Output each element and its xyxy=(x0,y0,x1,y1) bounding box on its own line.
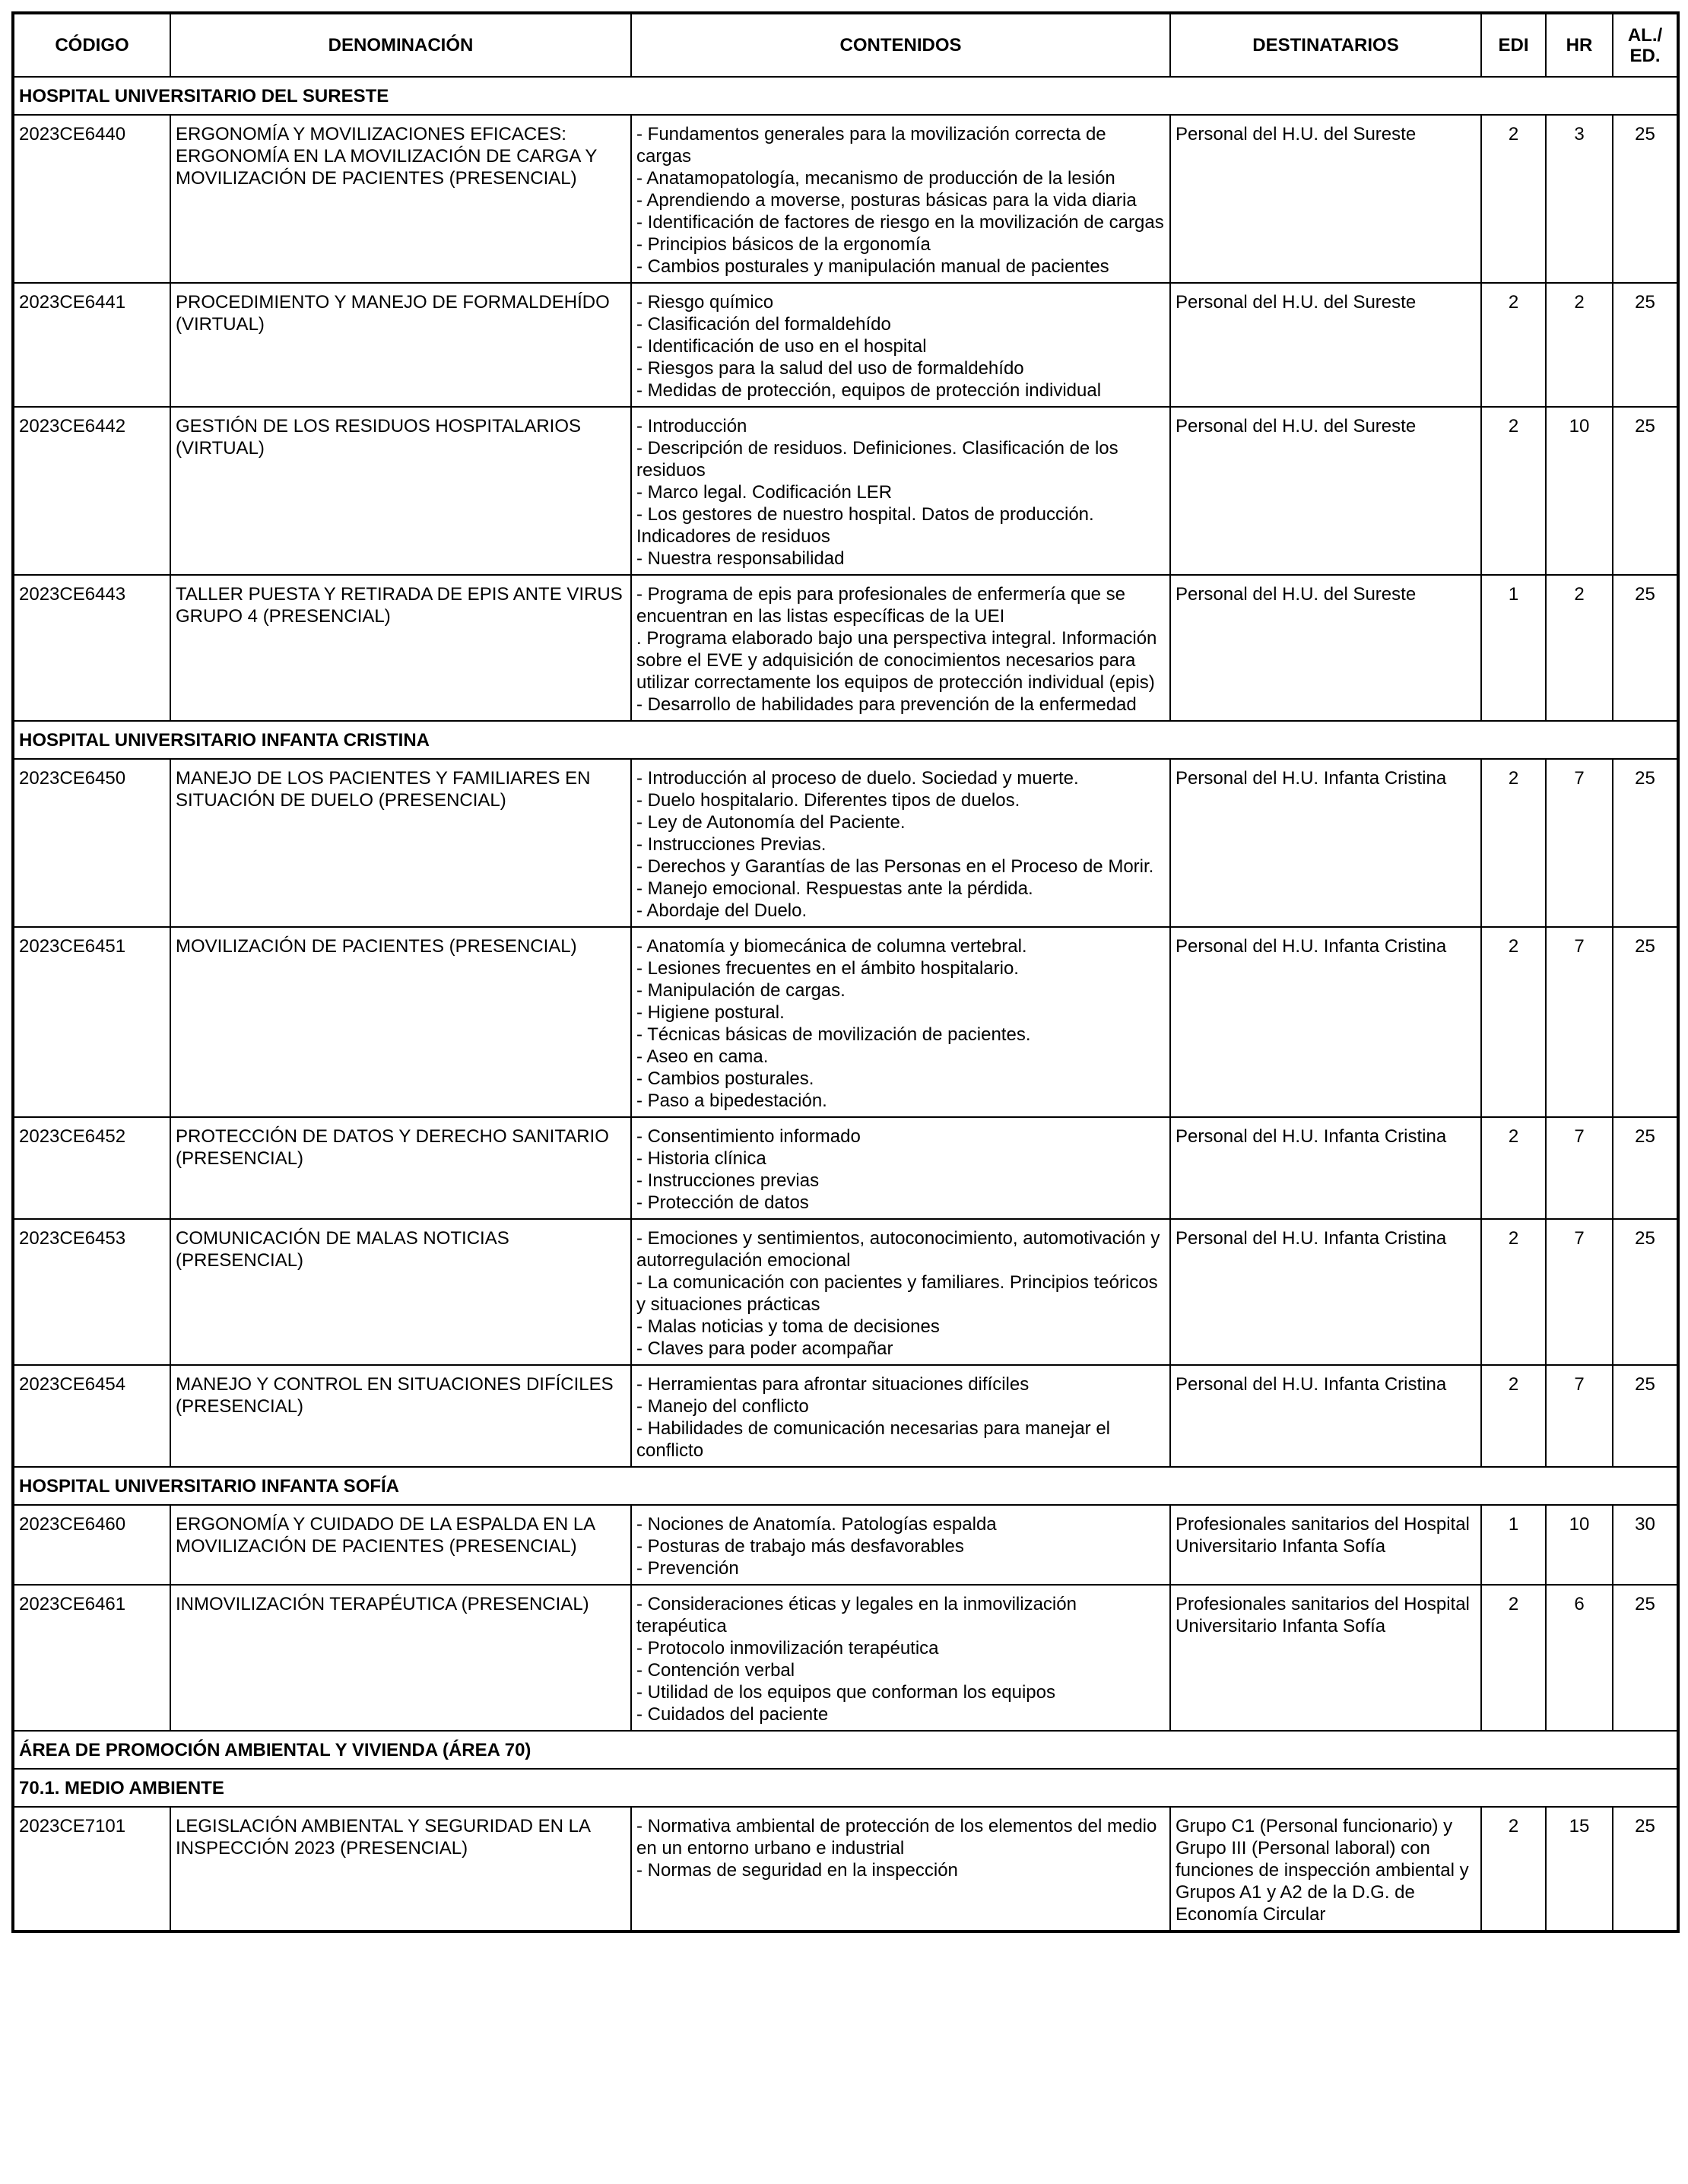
content-line: - Cuidados del paciente xyxy=(636,1704,829,1725)
cell-hr: 7 xyxy=(1546,759,1613,927)
cell-destinatarios: Personal del H.U. del Sureste xyxy=(1170,115,1481,283)
header-contenidos: CONTENIDOS xyxy=(631,13,1170,77)
header-al-ed xyxy=(1613,13,1678,77)
cell-al-ed: 25 xyxy=(1613,407,1678,575)
content-line: - Instrucciones previas xyxy=(636,1170,820,1191)
cell-contenidos xyxy=(631,1365,1170,1467)
cell-edi: 2 xyxy=(1481,1117,1546,1219)
header-al-ed-line2: ED. xyxy=(1629,45,1661,66)
cell-contenidos xyxy=(631,575,1170,721)
content-line: - Ley de Autonomía del Paciente. xyxy=(636,812,906,833)
table-row xyxy=(13,1117,1678,1219)
cell-contenidos xyxy=(631,1117,1170,1219)
cell-edi: 2 xyxy=(1481,927,1546,1117)
section-row xyxy=(13,721,1678,759)
cell-denominacion: MANEJO DE LOS PACIENTES Y FAMILIARES EN SITUACIÓN DE DUELO (PRESENCIAL) xyxy=(170,759,631,927)
content-line: - Duelo hospitalario. Diferentes tipos de duelos. xyxy=(636,790,1020,811)
content-line: - Herramientas para afrontar situaciones difíciles xyxy=(636,1374,1030,1395)
cell-codigo: 2023CE6451 xyxy=(13,927,170,1117)
cell-denominacion: PROTECCIÓN DE DATOS Y DERECHO SANITARIO (PRESENCIAL) xyxy=(170,1117,631,1219)
cell-edi: 2 xyxy=(1481,115,1546,283)
content-line: - Programa de epis para profesionales de enfermería que se encuentran en las listas específicas de la UEI xyxy=(636,584,1131,627)
cell-destinatarios: Personal del H.U. Infanta Cristina xyxy=(1170,1219,1481,1365)
table-row xyxy=(13,759,1678,927)
cell-edi: 2 xyxy=(1481,283,1546,407)
content-line: . Programa elaborado bajo una perspectiva integral. Información sobre el EVE y adquisición de conocimientos necesarios para utilizar correctamente los equipos de protección individual (epis) xyxy=(636,628,1163,693)
content-line: - Instrucciones Previas. xyxy=(636,834,827,855)
header-edi: EDI xyxy=(1481,13,1546,77)
cell-denominacion: ERGONOMÍA Y MOVILIZACIONES EFICACES: ERGONOMÍA EN LA MOVILIZACIÓN DE CARGA Y MOVILIZACIÓN DE PACIENTES (PRESENCIAL) xyxy=(170,115,631,283)
section-title-area-70: ÁREA DE PROMOCIÓN AMBIENTAL Y VIVIENDA (ÁREA 70) xyxy=(13,1731,1678,1769)
cell-edi: 2 xyxy=(1481,759,1546,927)
cell-contenidos xyxy=(631,115,1170,283)
cell-denominacion: COMUNICACIÓN DE MALAS NOTICIAS (PRESENCIAL) xyxy=(170,1219,631,1365)
table-row xyxy=(13,1807,1678,1932)
content-line: - Abordaje del Duelo. xyxy=(636,900,808,921)
content-line: - Consentimiento informado xyxy=(636,1126,861,1147)
cell-contenidos xyxy=(631,1807,1170,1932)
content-line: - Posturas de trabajo más desfavorables xyxy=(636,1536,964,1557)
table-row xyxy=(13,1585,1678,1731)
content-line: - Clasificación del formaldehído xyxy=(636,314,891,335)
cell-al-ed: 25 xyxy=(1613,927,1678,1117)
content-line: - Anatomía y biomecánica de columna vertebral. xyxy=(636,936,1027,957)
content-line: - Nuestra responsabilidad xyxy=(636,548,845,569)
table-header xyxy=(13,13,1678,77)
content-line: - Descripción de residuos. Definiciones. Clasificación de los residuos xyxy=(636,438,1124,481)
content-line: - Riesgos para la salud del uso de formaldehído xyxy=(636,358,1024,379)
cell-al-ed: 25 xyxy=(1613,1219,1678,1365)
cell-al-ed: 25 xyxy=(1613,1117,1678,1219)
cell-codigo: 2023CE6442 xyxy=(13,407,170,575)
cell-hr: 7 xyxy=(1546,1365,1613,1467)
table-row xyxy=(13,407,1678,575)
content-line: - Derechos y Garantías de las Personas en el Proceso de Morir. xyxy=(636,856,1154,877)
cell-codigo: 2023CE6443 xyxy=(13,575,170,721)
cell-denominacion: MOVILIZACIÓN DE PACIENTES (PRESENCIAL) xyxy=(170,927,631,1117)
cell-contenidos xyxy=(631,927,1170,1117)
cell-hr: 10 xyxy=(1546,1505,1613,1585)
table-row xyxy=(13,283,1678,407)
cell-denominacion: TALLER PUESTA Y RETIRADA DE EPIS ANTE VIRUS GRUPO 4 (PRESENCIAL) xyxy=(170,575,631,721)
content-line: - Medidas de protección, equipos de protección individual xyxy=(636,380,1102,401)
cell-codigo: 2023CE6440 xyxy=(13,115,170,283)
cell-codigo: 2023CE6453 xyxy=(13,1219,170,1365)
cell-denominacion: MANEJO Y CONTROL EN SITUACIONES DIFÍCILES (PRESENCIAL) xyxy=(170,1365,631,1467)
content-line: - Protección de datos xyxy=(636,1192,809,1213)
cell-hr: 15 xyxy=(1546,1807,1613,1932)
cell-destinatarios: Personal del H.U. Infanta Cristina xyxy=(1170,927,1481,1117)
content-line: - Aprendiendo a moverse, posturas básicas para la vida diaria xyxy=(636,190,1137,211)
cell-denominacion: LEGISLACIÓN AMBIENTAL Y SEGURIDAD EN LA INSPECCIÓN 2023 (PRESENCIAL) xyxy=(170,1807,631,1932)
cell-edi: 2 xyxy=(1481,1365,1546,1467)
table-row xyxy=(13,115,1678,283)
content-line: - Cambios posturales. xyxy=(636,1068,814,1089)
header-hr: HR xyxy=(1546,13,1613,77)
cell-contenidos xyxy=(631,283,1170,407)
cell-al-ed: 25 xyxy=(1613,1365,1678,1467)
content-line: - Habilidades de comunicación necesarias para manejar el conflicto xyxy=(636,1418,1115,1461)
section-row xyxy=(13,77,1678,115)
cell-edi: 2 xyxy=(1481,1807,1546,1932)
content-line: - Desarrollo de habilidades para prevención de la enfermedad xyxy=(636,694,1137,715)
content-line: - La comunicación con pacientes y familiares. Principios teóricos y situaciones prácticas xyxy=(636,1272,1163,1315)
cell-al-ed: 25 xyxy=(1613,115,1678,283)
content-line: - Malas noticias y toma de decisiones xyxy=(636,1316,940,1337)
content-line: - Historia clínica xyxy=(636,1148,766,1169)
header-destinatarios: DESTINATARIOS xyxy=(1170,13,1481,77)
cell-edi: 1 xyxy=(1481,1505,1546,1585)
cell-destinatarios: Personal del H.U. Infanta Cristina xyxy=(1170,1117,1481,1219)
cell-al-ed: 25 xyxy=(1613,1807,1678,1932)
content-line: - Identificación de uso en el hospital xyxy=(636,336,927,357)
content-line: - Manipulación de cargas. xyxy=(636,980,846,1001)
cell-codigo: 2023CE6454 xyxy=(13,1365,170,1467)
cell-codigo: 2023CE7101 xyxy=(13,1807,170,1932)
content-line: - Técnicas básicas de movilización de pacientes. xyxy=(636,1024,1031,1045)
content-line: - Paso a bipedestación. xyxy=(636,1090,827,1111)
cell-hr: 3 xyxy=(1546,115,1613,283)
content-line: - Lesiones frecuentes en el ámbito hospitalario. xyxy=(636,958,1019,979)
content-line: - Principios básicos de la ergonomía xyxy=(636,234,931,255)
cell-contenidos xyxy=(631,1585,1170,1731)
section-title-sureste: HOSPITAL UNIVERSITARIO DEL SURESTE xyxy=(13,77,1678,115)
cell-hr: 2 xyxy=(1546,575,1613,721)
cell-hr: 10 xyxy=(1546,407,1613,575)
content-line: - Introducción xyxy=(636,416,747,436)
content-line: - Los gestores de nuestro hospital. Datos de producción. Indicadores de residuos xyxy=(636,504,1099,547)
content-line: - Manejo del conflicto xyxy=(636,1396,809,1417)
header-denominacion: DENOMINACIÓN xyxy=(170,13,631,77)
cell-edi: 2 xyxy=(1481,407,1546,575)
section-title-infanta-cristina: HOSPITAL UNIVERSITARIO INFANTA CRISTINA xyxy=(13,721,1678,759)
cell-al-ed: 30 xyxy=(1613,1505,1678,1585)
cell-contenidos xyxy=(631,1505,1170,1585)
cell-edi: 1 xyxy=(1481,575,1546,721)
cell-contenidos xyxy=(631,1219,1170,1365)
table-row xyxy=(13,1219,1678,1365)
cell-codigo: 2023CE6450 xyxy=(13,759,170,927)
content-line: - Nociones de Anatomía. Patologías espalda xyxy=(636,1514,997,1535)
cell-hr: 7 xyxy=(1546,927,1613,1117)
table-row xyxy=(13,1505,1678,1585)
content-line: - Fundamentos generales para la movilización correcta de cargas xyxy=(636,124,1112,167)
cell-al-ed: 25 xyxy=(1613,759,1678,927)
cell-hr: 7 xyxy=(1546,1219,1613,1365)
cell-destinatarios: Profesionales sanitarios del Hospital Universitario Infanta Sofía xyxy=(1170,1585,1481,1731)
cell-hr: 7 xyxy=(1546,1117,1613,1219)
courses-table xyxy=(11,11,1680,1933)
content-line: - Contención verbal xyxy=(636,1660,795,1681)
content-line: - Riesgo químico xyxy=(636,292,774,313)
table-row xyxy=(13,575,1678,721)
cell-destinatarios: Personal del H.U. Infanta Cristina xyxy=(1170,1365,1481,1467)
cell-contenidos xyxy=(631,759,1170,927)
section-title-medio-ambiente: 70.1. MEDIO AMBIENTE xyxy=(13,1769,1678,1807)
cell-al-ed: 25 xyxy=(1613,575,1678,721)
cell-edi: 2 xyxy=(1481,1585,1546,1731)
cell-destinatarios: Personal del H.U. del Sureste xyxy=(1170,283,1481,407)
table-row xyxy=(13,1365,1678,1467)
cell-denominacion: GESTIÓN DE LOS RESIDUOS HOSPITALARIOS (VIRTUAL) xyxy=(170,407,631,575)
table-row xyxy=(13,927,1678,1117)
content-line: - Marco legal. Codificación LER xyxy=(636,482,893,503)
cell-destinatarios: Grupo C1 (Personal funcionario) y Grupo III (Personal laboral) con funciones de inspección ambiental y Grupos A1 y A2 de la D.G. de Economía Circular xyxy=(1170,1807,1481,1932)
cell-destinatarios: Personal del H.U. del Sureste xyxy=(1170,407,1481,575)
content-line: - Manejo emocional. Respuestas ante la pérdida. xyxy=(636,878,1033,899)
content-line: - Utilidad de los equipos que conforman los equipos xyxy=(636,1682,1056,1703)
content-line: - Normas de seguridad en la inspección xyxy=(636,1860,958,1881)
content-line: - Prevención xyxy=(636,1558,739,1579)
cell-codigo: 2023CE6441 xyxy=(13,283,170,407)
content-line: - Introducción al proceso de duelo. Sociedad y muerte. xyxy=(636,768,1079,789)
content-line: - Emociones y sentimientos, autoconocimiento, automotivación y autorregulación emocional xyxy=(636,1228,1166,1271)
cell-al-ed: 25 xyxy=(1613,1585,1678,1731)
header-codigo: CÓDIGO xyxy=(13,13,170,77)
content-line: - Aseo en cama. xyxy=(636,1046,769,1067)
cell-edi: 2 xyxy=(1481,1219,1546,1365)
content-line: - Cambios posturales y manipulación manual de pacientes xyxy=(636,256,1109,277)
header-al-ed-line1: AL./ xyxy=(1627,24,1663,46)
content-line: - Identificación de factores de riesgo en la movilización de cargas xyxy=(636,212,1164,233)
cell-hr: 2 xyxy=(1546,283,1613,407)
content-line: - Protocolo inmovilización terapéutica xyxy=(636,1638,939,1659)
cell-codigo: 2023CE6460 xyxy=(13,1505,170,1585)
content-line: - Anatamopatología, mecanismo de producción de la lesión xyxy=(636,168,1115,189)
cell-contenidos xyxy=(631,407,1170,575)
section-title-infanta-sofia: HOSPITAL UNIVERSITARIO INFANTA SOFÍA xyxy=(13,1467,1678,1505)
content-line: - Claves para poder acompañar xyxy=(636,1338,893,1359)
cell-hr: 6 xyxy=(1546,1585,1613,1731)
content-line: - Consideraciones éticas y legales en la inmovilización terapéutica xyxy=(636,1594,1082,1636)
cell-destinatarios: Personal del H.U. del Sureste xyxy=(1170,575,1481,721)
content-line: - Normativa ambiental de protección de los elementos del medio en un entorno urbano e industrial xyxy=(636,1816,1163,1859)
cell-denominacion: INMOVILIZACIÓN TERAPÉUTICA (PRESENCIAL) xyxy=(170,1585,631,1731)
cell-denominacion: ERGONOMÍA Y CUIDADO DE LA ESPALDA EN LA MOVILIZACIÓN DE PACIENTES (PRESENCIAL) xyxy=(170,1505,631,1585)
cell-codigo: 2023CE6461 xyxy=(13,1585,170,1731)
table-body xyxy=(13,77,1678,1932)
section-row xyxy=(13,1769,1678,1807)
cell-denominacion: PROCEDIMIENTO Y MANEJO DE FORMALDEHÍDO (VIRTUAL) xyxy=(170,283,631,407)
cell-destinatarios: Profesionales sanitarios del Hospital Universitario Infanta Sofía xyxy=(1170,1505,1481,1585)
content-line: - Higiene postural. xyxy=(636,1002,785,1023)
cell-destinatarios: Personal del H.U. Infanta Cristina xyxy=(1170,759,1481,927)
section-row xyxy=(13,1467,1678,1505)
section-row xyxy=(13,1731,1678,1769)
cell-codigo: 2023CE6452 xyxy=(13,1117,170,1219)
cell-al-ed: 25 xyxy=(1613,283,1678,407)
